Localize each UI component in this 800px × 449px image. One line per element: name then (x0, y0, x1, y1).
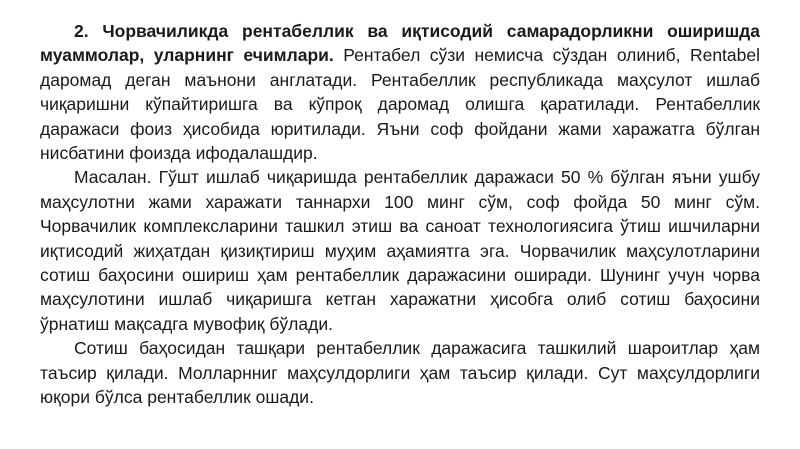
paragraph-factors: Сотиш баҳосидан ташқари рентабеллик даражасига ташкилий шароитлар ҳам таъсир қилади. Молларнниг маҳсулдорлиги ҳам таъсир қилади. Сут маҳсулдорлиги юқори бўлса рентабеллик ошади. (40, 338, 760, 408)
section-number: 2. (74, 21, 103, 41)
section-heading: Чорвачиликда рентабеллик ва иқтисодий самарадорликни оширишда муаммолар, уларнинг ечимлари. (40, 21, 760, 66)
paragraph-example: Масалан. Гўшт ишлаб чиқаришда рентабеллик даражаси 50 % бўлган яъни ушбу маҳсулотни жами харажати таннархи 100 минг сўм, соф фойда 50 минг сўм. Чорвачилик комплексларини ташкил этиш ва саноат технологиясига ўтиш ишчиларни иқтисодий жиҳатдан қизиқтириш муҳим аҳамиятга эга. Чорвачилик маҳсулотларини сотиш баҳосини ошириш ҳам рентабеллик даражасини оширади. Шунинг учун чорва маҳсулотини ишлаб чиқаришга кетган харажатни ҳисобга олиб сотиш баҳосини ўрнатиш мақсадга мувофиқ бўлади. (40, 167, 760, 334)
document-page (40, 19, 760, 410)
paragraph-intro (40, 19, 760, 165)
paragraph-1-body: Рентабел сўзи немисча сўздан олиниб, Rentabel даромад деган маънони англатади. Рентабеллик республикада маҳсулот ишлаб чиқаришни кўпайтиришга ва кўпроқ даромад олишга қаратилади. Рентабеллик даражаси фоиз ҳисобида юритилади. Яъни соф фойдани жами харажатга бўлган нисбатини фоизда ифодалашдир. (40, 45, 760, 164)
